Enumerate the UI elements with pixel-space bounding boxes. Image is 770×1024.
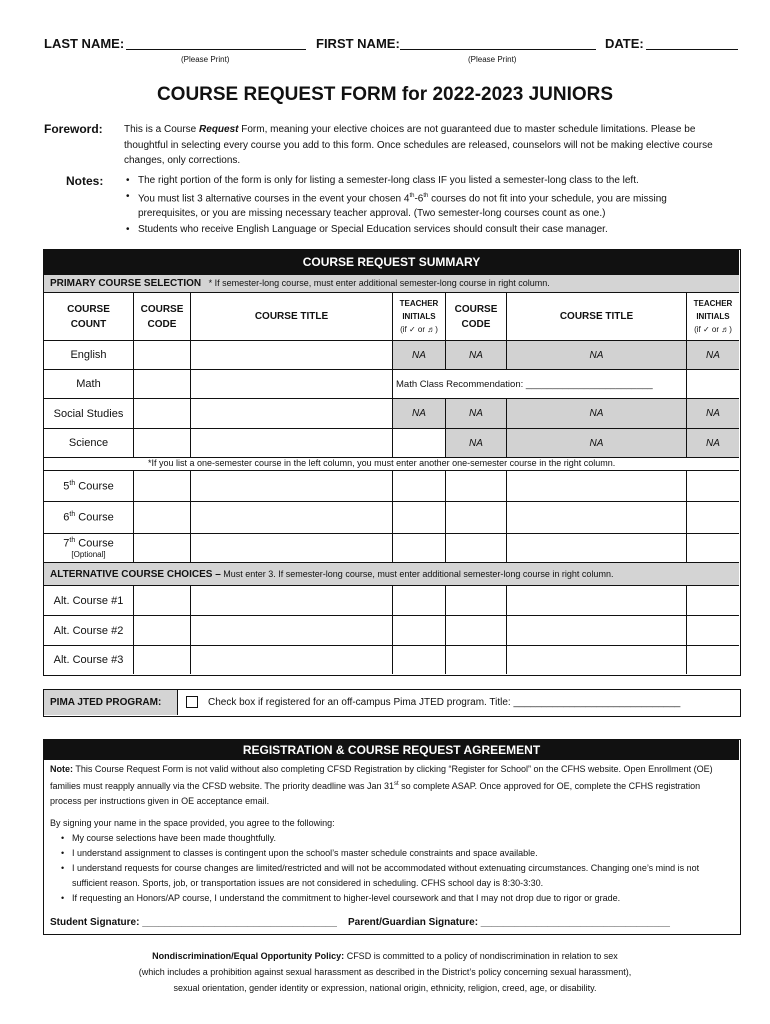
alt1-code-right[interactable] — [446, 586, 507, 616]
parent-signature[interactable]: Parent/Guardian Signature: __________________________________ — [348, 917, 670, 928]
registration-agreement — [43, 739, 741, 935]
social-studies-title-input[interactable] — [191, 399, 393, 429]
na-cell: NA — [507, 399, 687, 429]
last-name-field[interactable] — [126, 36, 306, 50]
science-title-input[interactable] — [191, 429, 393, 458]
alt3-code-right[interactable] — [446, 646, 507, 674]
registration-note: Note: This Course Request Form is not valid without also completing CFSD Registration by clicking “Register for School” on the CFHS website. Open Enrollment (OE) families must reapply annually via the CFSD website. The priority deadline was Jan 31st so complete ASAP. Once approved for OE, complete the CFHS registration process per instructions given in OE acceptance email. — [50, 764, 713, 806]
primary-selection-header: PRIMARY COURSE SELECTION * If semester-long course, must enter additional semester-long course in right column. — [44, 274, 739, 293]
course7-teacher-initials[interactable] — [393, 534, 446, 563]
course5-code-input[interactable] — [134, 470, 191, 502]
date-field[interactable] — [646, 36, 738, 50]
alt3-teacher-right[interactable] — [687, 646, 739, 674]
pima-jted-section — [43, 689, 741, 717]
alt1-title-right[interactable] — [507, 586, 687, 616]
col-teacher-initials: TEACHER INITIALS (if ✓ or ♬) — [393, 293, 446, 341]
row-label-6th: 6th Course — [44, 502, 134, 534]
registration-body — [50, 762, 734, 930]
alt1-code-input[interactable] — [134, 586, 191, 616]
date-label: DATE: — [605, 36, 644, 51]
alt2-teacher-initials[interactable] — [393, 616, 446, 646]
na-cell: NA — [393, 341, 446, 370]
row-label-english: English — [44, 341, 134, 370]
na-cell: NA — [393, 399, 446, 429]
alternative-choices-header: ALTERNATIVE COURSE CHOICES – Must enter 3. If semester-long course, must enter additional semester-long course in right column. — [44, 563, 739, 586]
alt2-title-right[interactable] — [507, 616, 687, 646]
agreement-intro: By signing your name in the space provided, you agree to the following: — [50, 818, 335, 828]
course7-code-input[interactable] — [134, 534, 191, 563]
notes-label: Notes: — [66, 174, 104, 188]
row-label-math: Math — [44, 370, 134, 399]
first-name-hint: (Please Print) — [468, 55, 517, 64]
last-name-label: LAST NAME: — [44, 36, 125, 51]
pima-label: PIMA JTED PROGRAM: — [44, 690, 178, 715]
student-signature[interactable]: Student Signature: ___________________________________ — [50, 917, 337, 928]
course7-title-right[interactable] — [507, 534, 687, 563]
course5-title-input[interactable] — [191, 470, 393, 502]
na-cell: NA — [687, 399, 739, 429]
course6-title-input[interactable] — [191, 502, 393, 534]
na-cell: NA — [687, 341, 739, 370]
col-teacher-initials-right: TEACHER INITIALS (if ✓ or ♬) — [687, 293, 739, 341]
foreword-label: Foreword: — [44, 122, 103, 136]
na-cell: NA — [446, 429, 507, 458]
course6-teacher-initials[interactable] — [393, 502, 446, 534]
first-name-label: FIRST NAME: — [316, 36, 400, 51]
summary-title: COURSE REQUEST SUMMARY — [44, 250, 739, 274]
science-code-input[interactable] — [134, 429, 191, 458]
course6-code-input[interactable] — [134, 502, 191, 534]
last-name-hint: (Please Print) — [181, 55, 230, 64]
english-code-input[interactable] — [134, 341, 191, 370]
col-course-code-right: COURSE CODE — [446, 293, 507, 341]
alt2-code-right[interactable] — [446, 616, 507, 646]
na-cell: NA — [507, 341, 687, 370]
alt3-teacher-initials[interactable] — [393, 646, 446, 674]
english-title-input[interactable] — [191, 341, 393, 370]
alt3-title-right[interactable] — [507, 646, 687, 674]
notes-list — [124, 173, 724, 237]
pima-checkbox[interactable] — [186, 696, 198, 708]
course6-teacher-right[interactable] — [687, 502, 739, 534]
course7-code-right[interactable] — [446, 534, 507, 563]
first-name-field[interactable] — [400, 36, 596, 50]
col-course-title: COURSE TITLE — [191, 293, 393, 341]
foreword-text: This is a Course Request Form, meaning your elective choices are not guaranteed due to master schedule limitations. Please be thoughtful in selecting every course you add to this form. Once schedules are released, counselors will not be making elective course changes, only corrections. — [124, 124, 713, 166]
alt2-teacher-right[interactable] — [687, 616, 739, 646]
one-semester-note: *If you list a one-semester course in the left column, you must enter another one-semester course in the right column. — [148, 458, 616, 468]
na-cell: NA — [446, 341, 507, 370]
alt3-title-input[interactable] — [191, 646, 393, 674]
page-title: COURSE REQUEST FORM for 2022-2023 JUNIORS — [156, 84, 614, 105]
course6-title-right[interactable] — [507, 502, 687, 534]
row-label-alt1: Alt. Course #1 — [44, 586, 134, 616]
note-item: • The right portion of the form is only for listing a semester-long class IF you listed a semester-long class to the left. — [124, 173, 724, 189]
row-label-7th: 7th Course [Optional] — [44, 534, 134, 563]
row-label-science: Science — [44, 429, 134, 458]
agreement-list — [50, 831, 734, 906]
row-label-alt3: Alt. Course #3 — [44, 646, 134, 674]
col-course-count: COURSE COUNT — [44, 293, 134, 341]
alt2-title-input[interactable] — [191, 616, 393, 646]
alt1-teacher-initials[interactable] — [393, 586, 446, 616]
row-label-social-studies: Social Studies — [44, 399, 134, 429]
agreement-item: • My course selections have been made thoughtfully. — [50, 831, 734, 846]
row-label-alt2: Alt. Course #2 — [44, 616, 134, 646]
course7-title-input[interactable] — [191, 534, 393, 563]
note-item: • Students who receive English Language or Special Education services should consult their case manager. — [124, 222, 724, 238]
course-request-summary — [43, 249, 741, 676]
row-label-5th: 5th Course — [44, 470, 134, 502]
social-studies-code-input[interactable] — [134, 399, 191, 429]
course7-teacher-right[interactable] — [687, 534, 739, 563]
alt3-code-input[interactable] — [134, 646, 191, 674]
alt1-teacher-right[interactable] — [687, 586, 739, 616]
note-item: • You must list 3 alternative courses in the event your chosen 4th-6th courses do not fit into your schedule, you are missing prerequisites, or you are missing necessary teacher approval. (Two semester-long courses count as one.) — [124, 189, 724, 222]
alt1-title-input[interactable] — [191, 586, 393, 616]
course5-code-right[interactable] — [446, 470, 507, 502]
math-code-input[interactable] — [134, 370, 191, 399]
na-cell: NA — [687, 429, 739, 458]
pima-text[interactable]: Check box if registered for an off-campus Pima JTED program. Title: ______________________________ — [208, 697, 681, 708]
agreement-item: • If requesting an Honors/AP course, I understand the commitment to higher-level coursework and that I may not drop due to rigor or grade. — [50, 891, 734, 906]
math-title-input[interactable] — [191, 370, 393, 399]
col-course-title-right: COURSE TITLE — [507, 293, 687, 341]
agreement-item: • I understand assignment to classes is contingent upon the school’s master schedule constraints and space available. — [50, 846, 734, 861]
alt2-code-input[interactable] — [134, 616, 191, 646]
na-cell: NA — [507, 429, 687, 458]
course5-title-right[interactable] — [507, 470, 687, 502]
na-cell: NA — [446, 399, 507, 429]
course6-code-right[interactable] — [446, 502, 507, 534]
agreement-item: • I understand requests for course changes are limited/restricted and will not be accommodated without extenuating circumstances. Changing one’s mind is not sufficient reason. Sports, job, or transportation issues are not considered in scheduling. CFHS school day is 8:30-3:30. — [50, 861, 734, 891]
course5-teacher-initials[interactable] — [393, 470, 446, 502]
science-teacher-initials[interactable] — [393, 429, 446, 458]
math-teacher-initials[interactable] — [687, 370, 739, 399]
signature-line — [50, 915, 734, 930]
math-recommendation[interactable]: Math Class Recommendation: ________________________ — [393, 370, 687, 399]
course5-teacher-right[interactable] — [687, 470, 739, 502]
nondiscrimination-policy: Nondiscrimination/Equal Opportunity Policy: CFSD is committed to a policy of nondiscrimination in relation to sex (which includes a prohibition against sexual harassment as described in the District’s policy concerning sexual harassment), sexual orientation, gender identity or expression, national origin, ethnicity, religion, creed, age, or disability. — [138, 951, 632, 993]
registration-title: REGISTRATION & COURSE REQUEST AGREEMENT — [44, 740, 739, 760]
col-course-code: COURSE CODE — [134, 293, 191, 341]
name-date-header — [44, 36, 740, 56]
